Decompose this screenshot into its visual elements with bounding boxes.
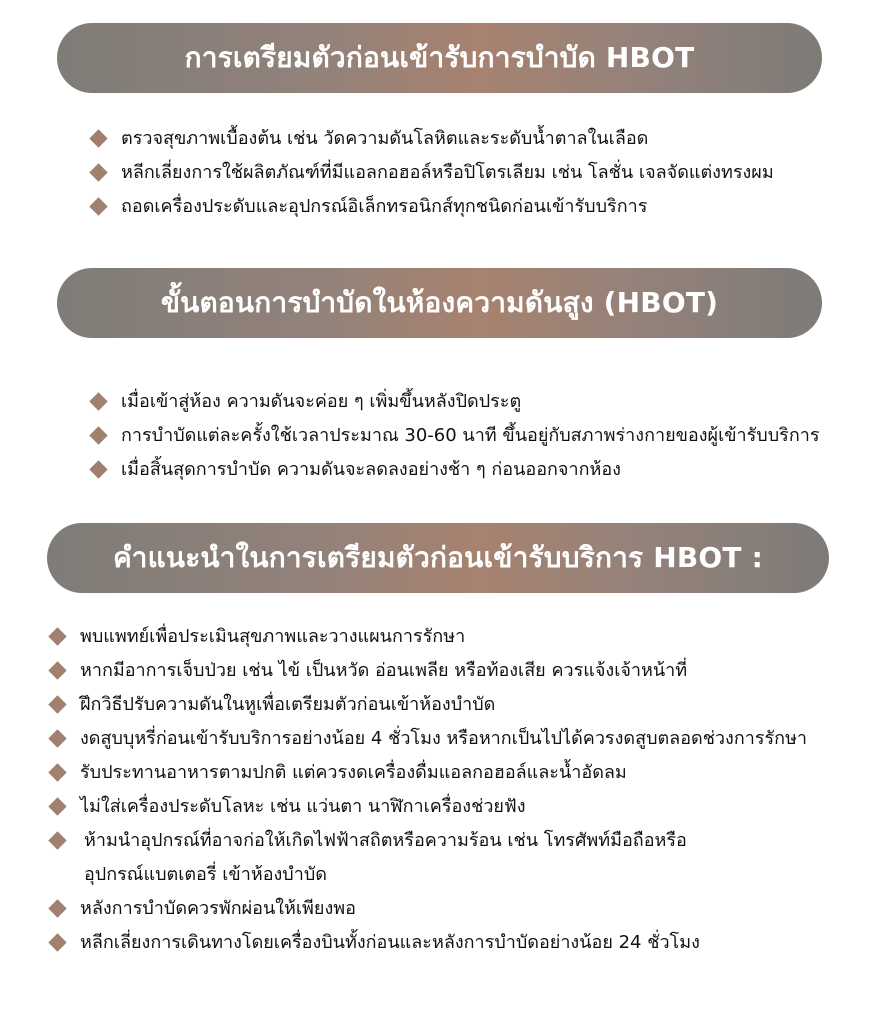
list-item: งดสูบบุหรี่ก่อนเข้ารับบริการอย่างน้อย 4 ชั่วโมง หรือหากเป็นไปได้ควรงดสูบตลอดช่วงการรักษา	[45, 722, 807, 756]
section-title-preparation	[57, 23, 822, 93]
diamond-bullet-icon	[89, 392, 107, 410]
diamond-bullet-icon	[48, 933, 66, 951]
diamond-bullet-icon	[48, 763, 66, 781]
section-title-text: การเตรียมตัวก่อนเข้ารับการบำบัด HBOT	[184, 41, 695, 74]
section-title-procedure	[57, 268, 822, 338]
diamond-bullet-icon	[48, 899, 66, 917]
preparation-list	[86, 122, 774, 224]
section-title-text: ขั้นตอนการบำบัดในห้องความดันสูง (HBOT)	[160, 286, 719, 319]
list-item: ถอดเครื่องประดับและอุปกรณ์อิเล็กทรอนิกส์ทุกชนิดก่อนเข้ารับบริการ	[86, 190, 774, 224]
diamond-bullet-icon	[48, 695, 66, 713]
diamond-bullet-icon	[89, 163, 107, 181]
list-item: เมื่อเข้าสู่ห้อง ความดันจะค่อย ๆ เพิ่มขึ้นหลังปิดประตู	[86, 385, 820, 419]
diamond-bullet-icon	[48, 797, 66, 815]
list-item: ไม่ใส่เครื่องประดับโลหะ เช่น แว่นตา นาฬิกาเครื่องช่วยฟัง	[45, 790, 807, 824]
list-item: พบแพทย์เพื่อประเมินสุขภาพและวางแผนการรักษา	[45, 620, 807, 654]
section-title-advice	[47, 523, 829, 593]
list-item: เมื่อสิ้นสุดการบำบัด ความดันจะลดลงอย่างช้า ๆ ก่อนออกจากห้อง	[86, 453, 820, 487]
list-item: รับประทานอาหารตามปกติ แต่ควรงดเครื่องดื่มแอลกอฮอล์และน้ำอัดลม	[45, 756, 807, 790]
list-item-multiline: ห้ามนำอุปกรณ์ที่อาจก่อให้เกิดไฟฟ้าสถิตหรือความร้อน เช่น โทรศัพท์มือถือหรือ อุปกรณ์แบตเตอรี่ เข้าห้องบำบัด	[84, 830, 687, 885]
list-item: ตรวจสุขภาพเบื้องต้น เช่น วัดความดันโลหิตและระดับน้ำตาลในเลือด	[86, 122, 774, 156]
list-item	[45, 824, 807, 892]
diamond-bullet-icon	[89, 129, 107, 147]
list-item: การบำบัดแต่ละครั้งใช้เวลาประมาณ 30-60 นาที ขึ้นอยู่กับสภาพร่างกายของผู้เข้ารับบริการ	[86, 419, 820, 453]
list-item: หลีกเลี่ยงการใช้ผลิตภัณฑ์ที่มีแอลกอฮอล์หรือปิโตรเลียม เช่น โลชั่น เจลจัดแต่งทรงผม	[86, 156, 774, 190]
diamond-bullet-icon	[48, 627, 66, 645]
list-item: ฝึกวิธีปรับความดันในหูเพื่อเตรียมตัวก่อนเข้าห้องบำบัด	[45, 688, 807, 722]
advice-list	[45, 620, 807, 960]
diamond-bullet-icon	[89, 426, 107, 444]
diamond-bullet-icon	[48, 729, 66, 747]
diamond-bullet-icon	[48, 831, 66, 849]
diamond-bullet-icon	[89, 460, 107, 478]
list-item: หลีกเลี่ยงการเดินทางโดยเครื่องบินทั้งก่อนและหลังการบำบัดอย่างน้อย 24 ชั่วโมง	[45, 926, 807, 960]
list-item: หากมีอาการเจ็บป่วย เช่น ไข้ เป็นหวัด อ่อนเพลีย หรือท้องเสีย ควรแจ้งเจ้าหน้าที่	[45, 654, 807, 688]
procedure-list	[86, 385, 820, 487]
diamond-bullet-icon	[89, 197, 107, 215]
section-title-text: คำแนะนำในการเตรียมตัวก่อนเข้ารับบริการ HBOT :	[112, 541, 764, 574]
diamond-bullet-icon	[48, 661, 66, 679]
list-item: หลังการบำบัดควรพักผ่อนให้เพียงพอ	[45, 892, 807, 926]
